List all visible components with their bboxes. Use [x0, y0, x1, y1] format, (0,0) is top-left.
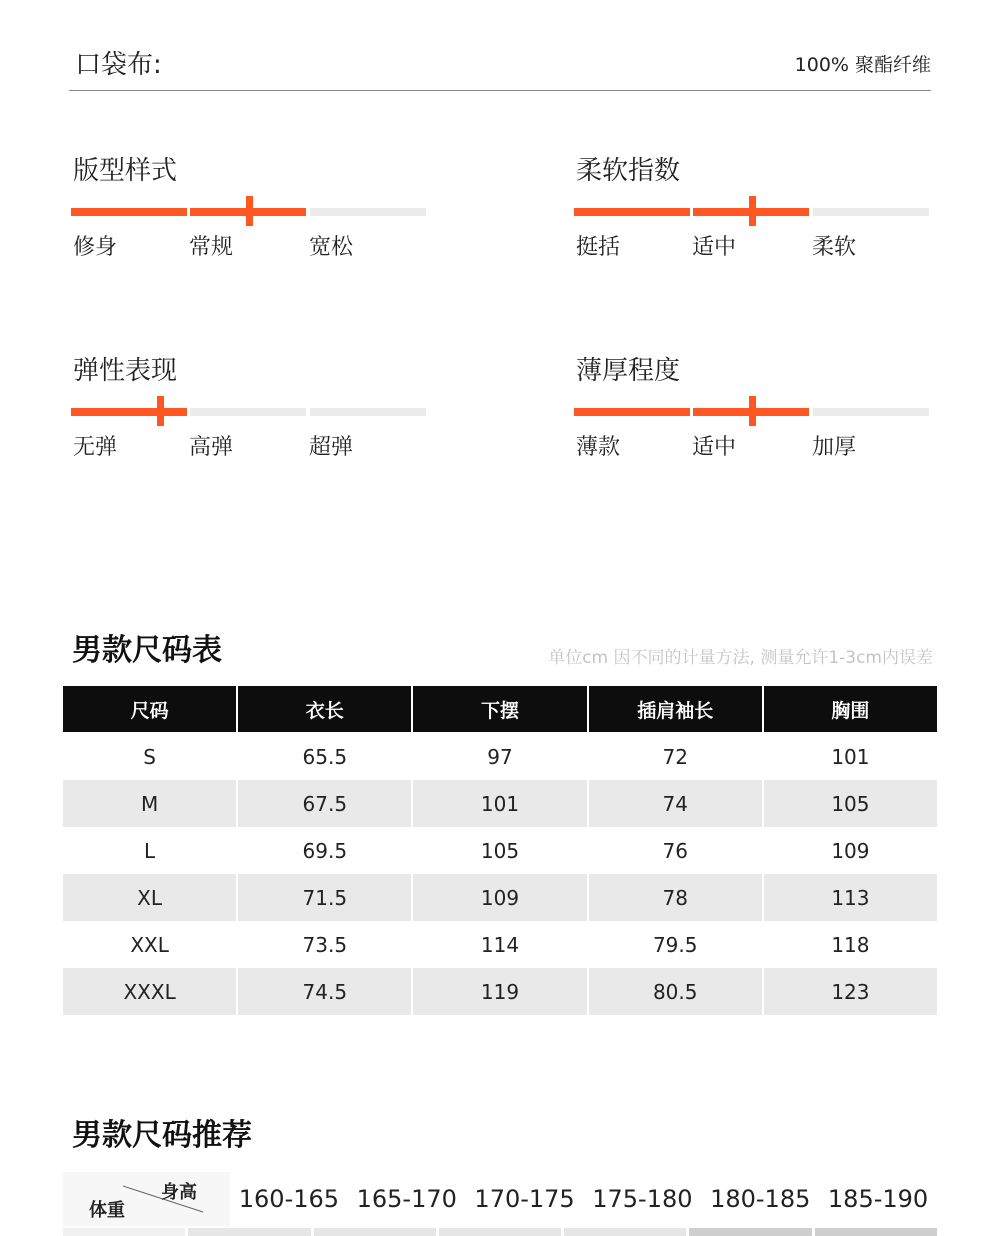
attribute-softness [574, 150, 930, 270]
table-cell [188, 1228, 310, 1236]
size-chart-table [63, 686, 937, 1015]
scale-segment [574, 208, 690, 216]
scale-label-low: 挺括 [576, 235, 621, 260]
table-cell: M [63, 780, 236, 827]
table-cell: 109 [413, 874, 586, 921]
table-row [63, 733, 937, 780]
table-cell: 74.5 [238, 968, 411, 1015]
scale-label-high: 超弹 [309, 435, 354, 460]
height-range: 185-190 [827, 1185, 929, 1213]
table-cell [439, 1228, 561, 1236]
table-row [63, 921, 937, 968]
table-cell: 114 [413, 921, 586, 968]
scale-marker [157, 396, 164, 426]
table-cell: 74 [589, 780, 762, 827]
scale-segment [190, 408, 306, 416]
scale-marker [749, 196, 756, 226]
scale-label-mid: 高弹 [189, 435, 234, 460]
table-row [63, 874, 937, 921]
table-cell: 119 [413, 968, 586, 1015]
height-range: 165-170 [356, 1185, 457, 1213]
table-cell: 105 [413, 827, 586, 874]
pocket-lining-value: 100% 聚酯纤维 [794, 54, 931, 76]
height-axis-label: 身高 [161, 1182, 197, 1203]
table-cell: 123 [764, 968, 937, 1015]
table-cell: 67.5 [238, 780, 411, 827]
attribute-scale [574, 408, 930, 416]
table-header-row [63, 686, 937, 732]
table-cell [689, 1228, 811, 1236]
size-chart-note: 单位cm 因不同的计量方法, 测量允许1-3cm内误差 [548, 648, 933, 668]
table-cell: 80.5 [589, 968, 762, 1015]
table-cell [815, 1228, 937, 1236]
scale-label-low: 修身 [73, 235, 118, 260]
table-cell: 97 [413, 733, 586, 780]
scale-label-mid: 常规 [189, 235, 234, 260]
table-cell: L [63, 827, 236, 874]
height-range: 170-175 [474, 1185, 575, 1213]
table-cell: 118 [764, 921, 937, 968]
table-cell: XXL [63, 921, 236, 968]
table-cell: 113 [764, 874, 937, 921]
pocket-lining-row [69, 40, 931, 91]
attribute-elasticity [71, 350, 427, 470]
table-cell: 72 [589, 733, 762, 780]
table-cell: S [63, 733, 236, 780]
scale-segment [813, 208, 929, 216]
scale-label-low: 无弹 [73, 435, 118, 460]
height-range: 160-165 [238, 1185, 340, 1213]
table-cell: 65.5 [238, 733, 411, 780]
scale-marker [246, 196, 253, 226]
table-row [63, 968, 937, 1015]
table-cell: 79.5 [589, 921, 762, 968]
height-range: 175-180 [592, 1185, 693, 1213]
height-range-header [230, 1172, 937, 1226]
scale-label-high: 加厚 [812, 435, 857, 460]
table-cell: 101 [764, 733, 937, 780]
attribute-title: 柔软指数 [576, 156, 681, 186]
header-hem: 下摆 [413, 686, 586, 732]
scale-segment [310, 208, 426, 216]
attribute-thickness [574, 350, 930, 470]
table-cell: XL [63, 874, 236, 921]
size-recommend-title: 男款尺码推荐 [72, 1118, 252, 1153]
scale-label-mid: 适中 [692, 435, 737, 460]
scale-label-high: 宽松 [309, 235, 354, 260]
scale-marker [749, 396, 756, 426]
scale-label-mid: 适中 [692, 235, 737, 260]
attribute-fit [71, 150, 427, 270]
table-cell [63, 1228, 185, 1236]
scale-segment [71, 408, 187, 416]
attribute-title: 薄厚程度 [576, 356, 681, 386]
table-cell: 78 [589, 874, 762, 921]
attribute-title: 弹性表现 [73, 356, 178, 386]
size-recommend-table [63, 1172, 937, 1236]
table-cell: XXXL [63, 968, 236, 1015]
size-chart-title: 男款尺码表 [72, 633, 222, 668]
scale-segment [71, 208, 187, 216]
scale-segment [310, 408, 426, 416]
attribute-scale [71, 408, 427, 416]
table-cell: 69.5 [238, 827, 411, 874]
table-cell: 73.5 [238, 921, 411, 968]
header-chest: 胸围 [764, 686, 937, 732]
table-cell: 71.5 [238, 874, 411, 921]
header-size: 尺码 [63, 686, 236, 732]
scale-label-high: 柔软 [812, 235, 857, 260]
scale-segment [813, 408, 929, 416]
table-row [63, 780, 937, 827]
table-row [63, 827, 937, 874]
table-cell: 101 [413, 780, 586, 827]
pocket-lining-label: 口袋布: [75, 50, 162, 80]
attribute-scale [574, 208, 930, 216]
recommend-corner-cell [63, 1172, 230, 1226]
scale-segment [574, 408, 690, 416]
recommend-next-row [63, 1228, 937, 1236]
table-cell: 109 [764, 827, 937, 874]
attribute-scale [71, 208, 427, 216]
table-cell [564, 1228, 686, 1236]
height-range: 180-185 [710, 1185, 811, 1213]
attribute-title: 版型样式 [73, 156, 178, 186]
table-cell [314, 1228, 436, 1236]
header-sleeve: 插肩袖长 [589, 686, 762, 732]
table-cell: 105 [764, 780, 937, 827]
weight-axis-label: 体重 [89, 1200, 125, 1221]
table-cell: 76 [589, 827, 762, 874]
scale-label-low: 薄款 [576, 435, 621, 460]
header-length: 衣长 [238, 686, 411, 732]
